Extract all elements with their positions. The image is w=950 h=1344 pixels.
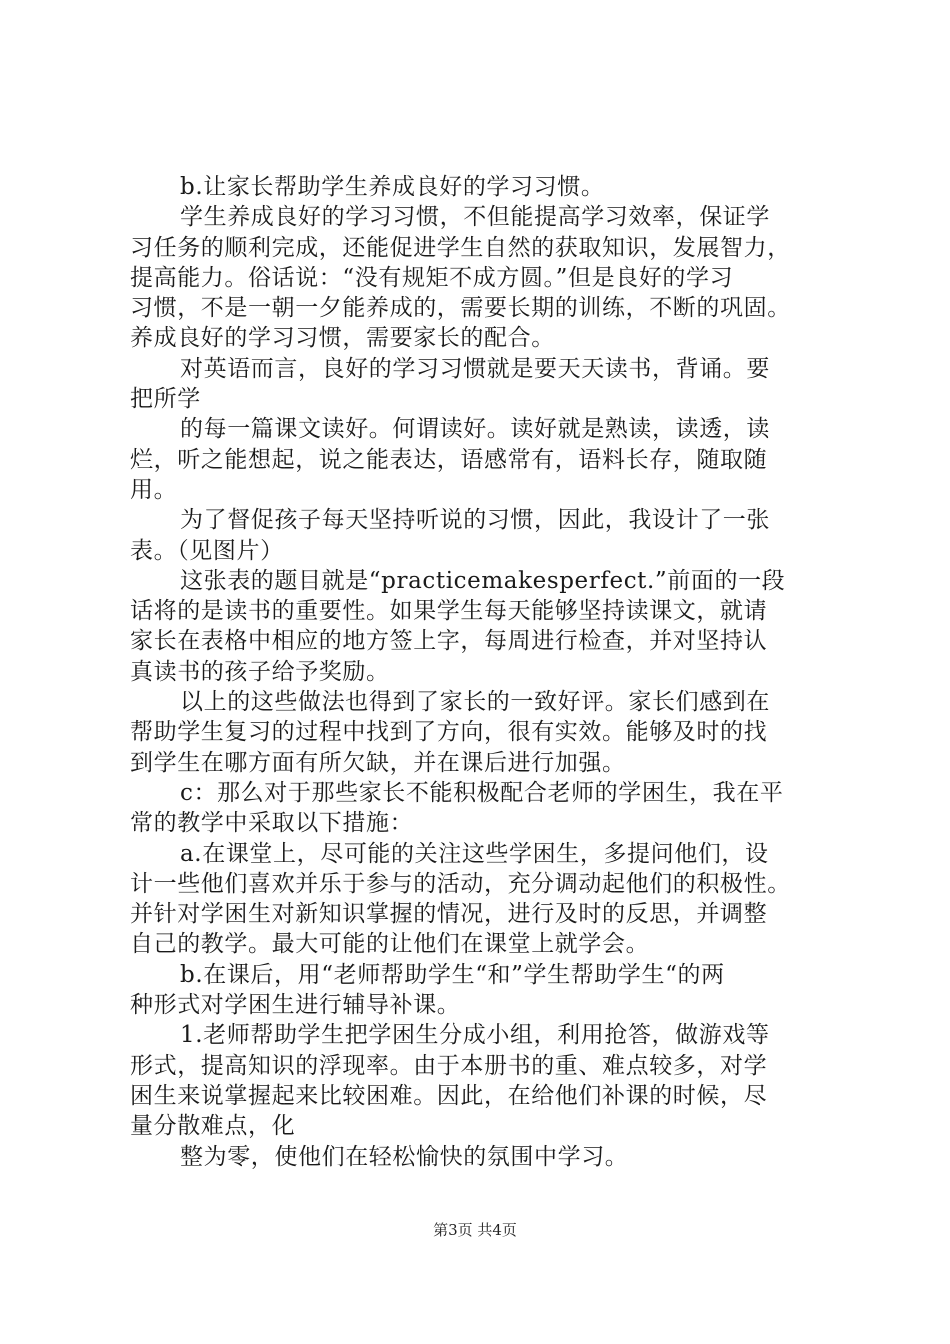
text-line: 话将的是读书的重要性。如果学生每天能够坚持读课文，就请 — [130, 598, 768, 625]
text-line: 自己的教学。最大可能的让他们在课堂上就学会。 — [130, 931, 650, 958]
text-line: 用。 — [130, 476, 178, 503]
text-line: 表。（见图片） — [130, 537, 284, 564]
text-line: 习任务的顺利完成，还能促进学生自然的获取知识，发展智力， — [130, 234, 791, 261]
page-number-footer: 第3页 共4页 — [433, 1221, 517, 1239]
text-line: 并针对学困生对新知识掌握的情况，进行及时的反思，并调整 — [130, 901, 768, 928]
text-line: 1.老师帮助学生把学困生分成小组，利用抢答，做游戏等 — [180, 1022, 770, 1049]
text-line: 帮助学生复习的过程中找到了方向，很有实效。能够及时的找 — [130, 719, 768, 746]
text-line: 种形式对学困生进行辅导补课。 — [130, 992, 461, 1019]
text-line: 为了督促孩子每天坚持听说的习惯，因此，我设计了一张 — [180, 507, 770, 534]
text-line: 烂，听之能想起，说之能表达，语感常有，语料长存，随取随 — [130, 446, 768, 473]
body-text — [130, 172, 850, 1172]
text-line: 真读书的孩子给予奖励。 — [130, 658, 390, 685]
text-line: 把所学 — [130, 386, 201, 413]
text-line: c：那么对于那些家长不能积极配合老师的学困生，我在平 — [180, 779, 784, 806]
text-line: 家长在表格中相应的地方签上字，每周进行检查，并对坚持认 — [130, 628, 768, 655]
text-line: 量分散难点，化 — [130, 1113, 296, 1140]
text-line: 学生养成良好的学习习惯，不但能提高学习效率，保证学 — [180, 204, 770, 231]
text-line: b.在课后，用“老师帮助学生“和”学生帮助学生“的两 — [180, 961, 725, 988]
text-line: 到学生在哪方面有所欠缺，并在课后进行加强。 — [130, 749, 626, 776]
text-line: 养成良好的学习习惯，需要家长的配合。 — [130, 325, 555, 352]
text-line: 计一些他们喜欢并乐于参与的活动，充分调动起他们的积极性。 — [130, 870, 791, 897]
text-line: 这张表的题目就是“practicemakesperfect.”前面的一段 — [180, 567, 786, 594]
text-line: 常的教学中采取以下措施： — [130, 810, 414, 837]
text-line: 习惯，不是一朝一夕能养成的，需要长期的训练，不断的巩固。 — [130, 295, 791, 322]
text-line: 以上的这些做法也得到了家长的一致好评。家长们感到在 — [180, 689, 770, 716]
text-line: 整为零，使他们在轻松愉快的氛围中学习。 — [180, 1143, 629, 1170]
text-line: 对英语而言，良好的学习习惯就是要天天读书，背诵。要 — [180, 355, 770, 382]
text-line: a.在课堂上，尽可能的关注这些学困生，多提问他们，设 — [180, 840, 769, 867]
text-line: 困生来说掌握起来比较困难。因此，在给他们补课的时候，尽 — [130, 1082, 768, 1109]
text-line: b.让家长帮助学生养成良好的学习习惯。 — [180, 174, 605, 200]
text-line: 形式，提高知识的浮现率。由于本册书的重、难点较多，对学 — [130, 1052, 768, 1079]
text-line: 提高能力。俗话说：“没有规矩不成方圆。”但是良好的学习 — [130, 264, 734, 291]
text-line: 的每一篇课文读好。何谓读好。读好就是熟读，读透，读 — [180, 416, 770, 443]
